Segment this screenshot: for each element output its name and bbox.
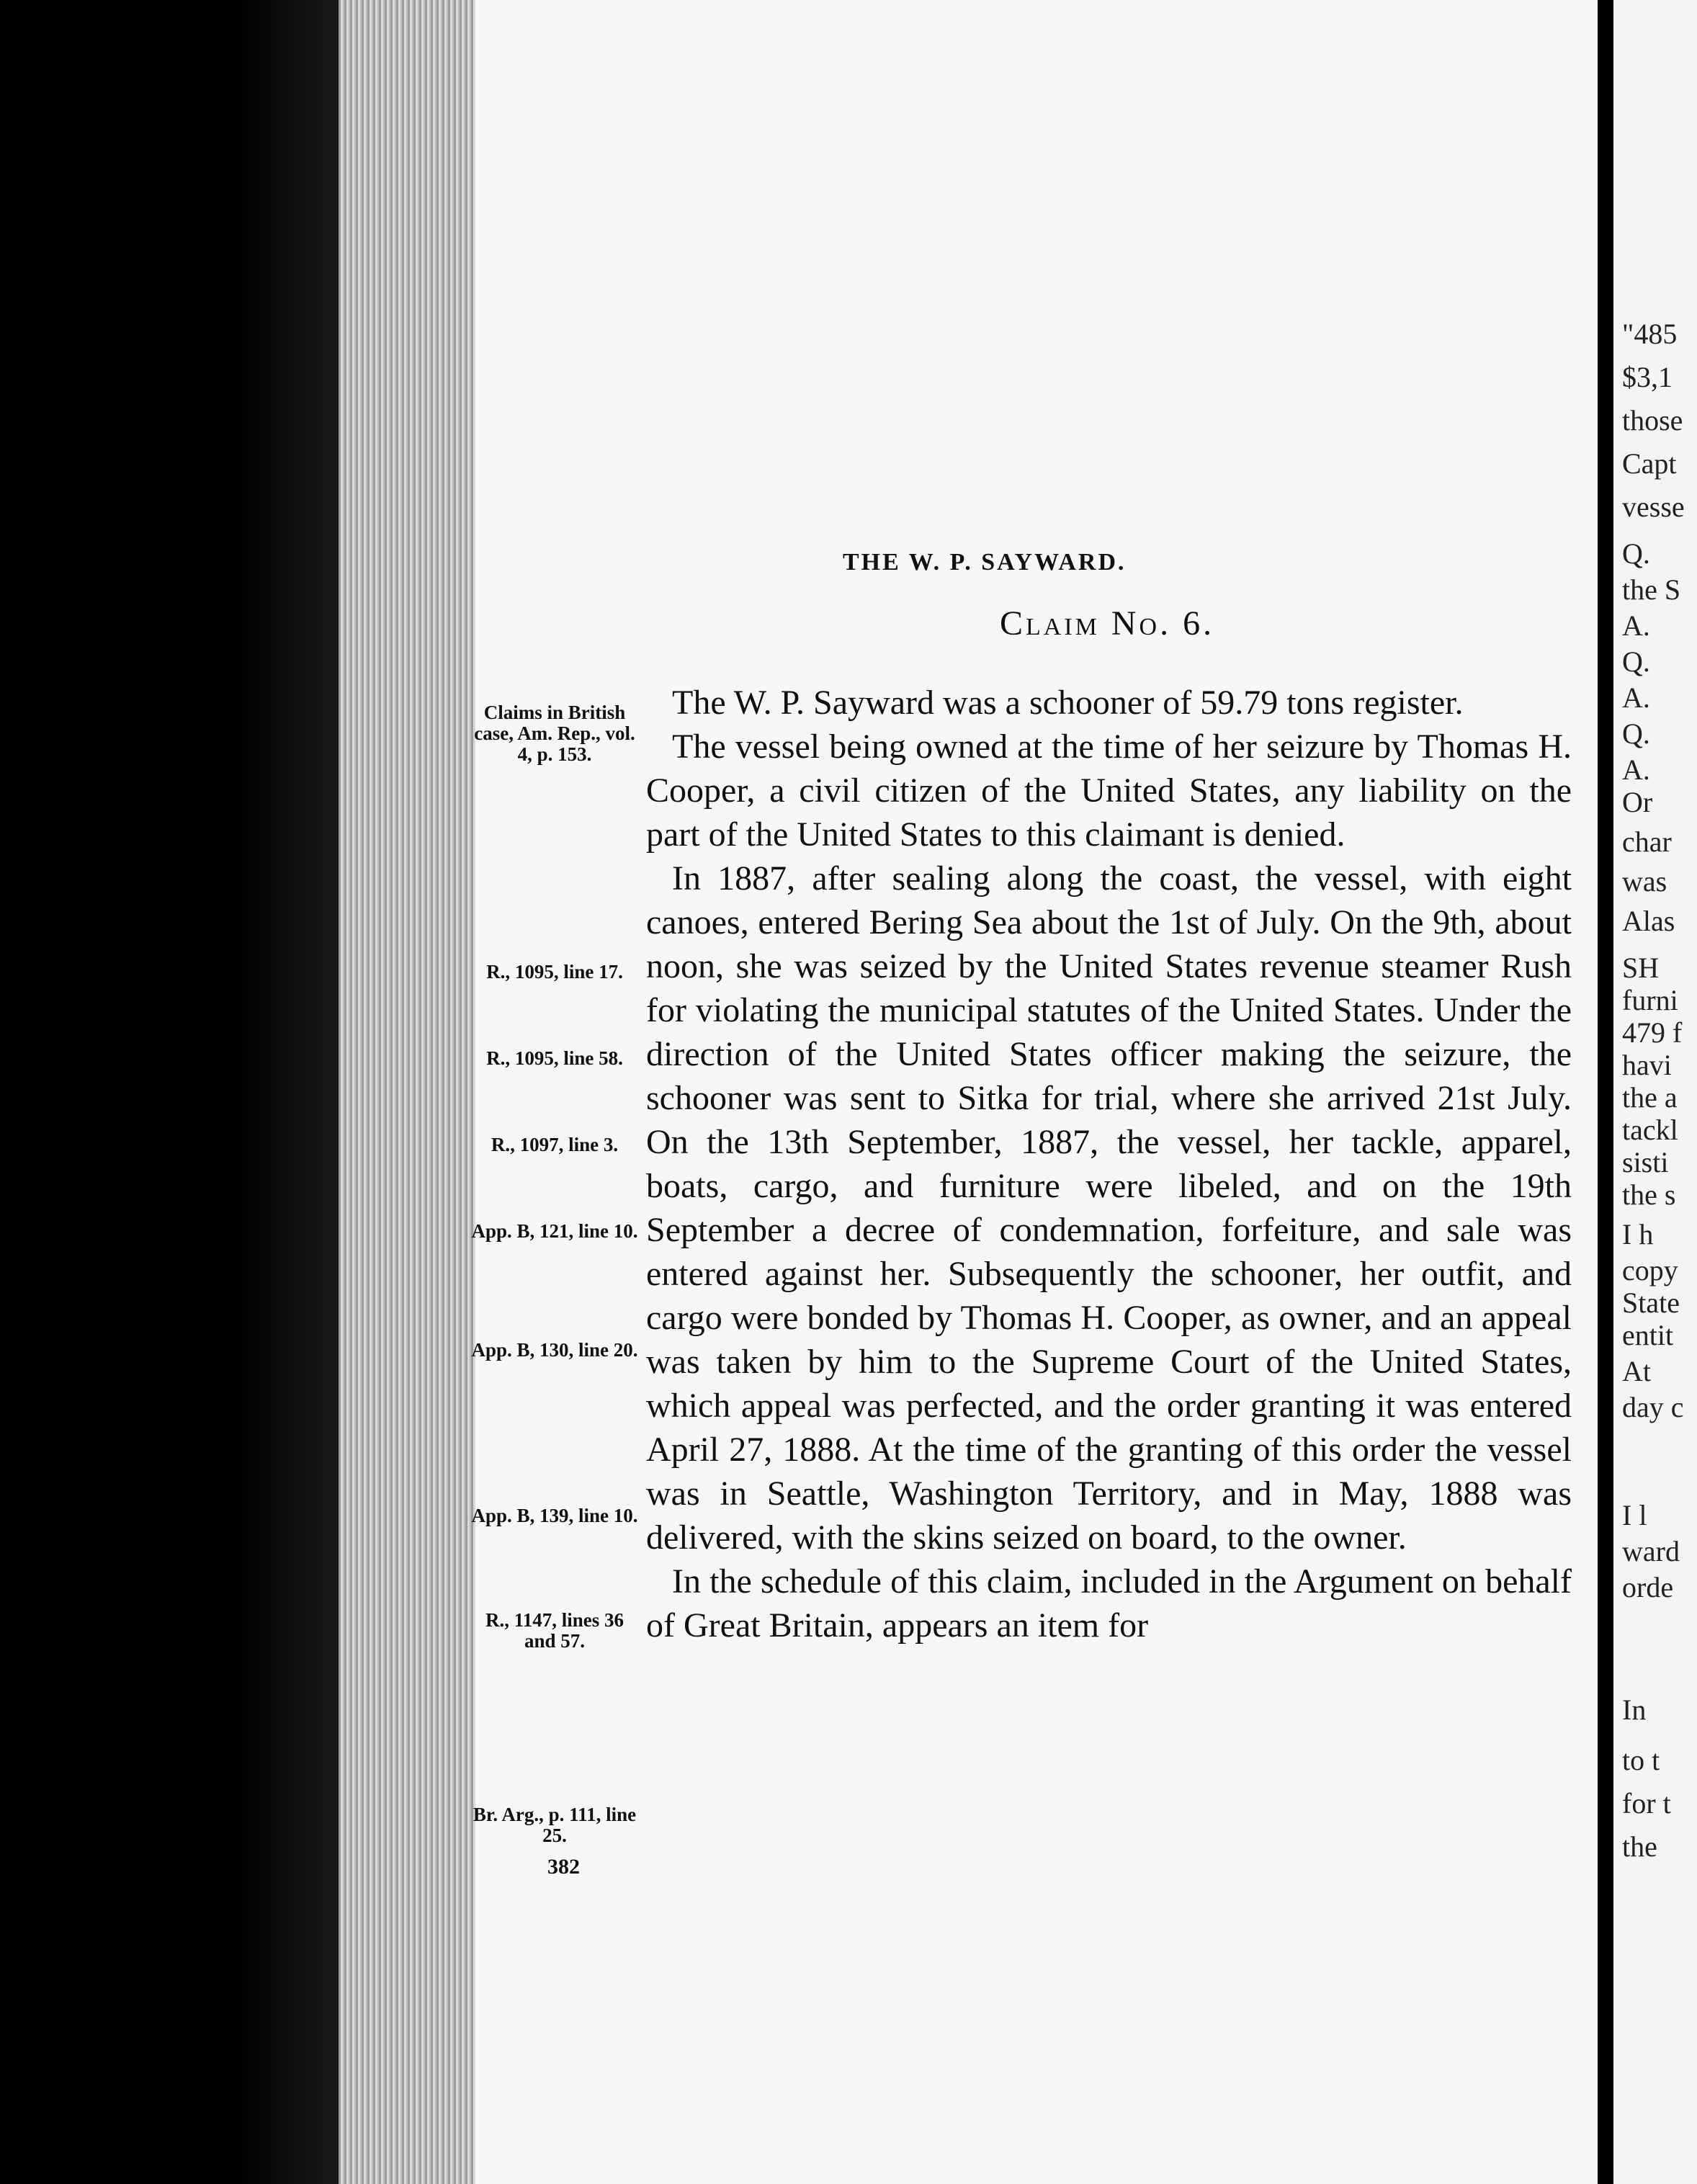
facing-text-line: A. [1622,681,1650,714]
facing-text-line: Alas [1622,905,1675,937]
claim-body [646,681,1572,1647]
facing-text-line: for t [1622,1787,1671,1820]
facing-text-line: Q. [1622,537,1650,570]
book-page-edges [339,0,475,2184]
margin-note: R., 1147, lines 36 and 57. [485,1609,624,1652]
paragraph: The vessel being owned at the time of her seizure by Thomas H. Cooper, a civil citizen of the United States, any liability on the part of the United States to this claimant is denied. [646,728,1572,854]
facing-page-fragment [1613,0,1697,2184]
facing-text-line: I l [1622,1499,1647,1531]
page-number: 382 [547,1855,580,1879]
margin-note: R., 1095, line 58. [486,1047,623,1069]
margin-note: Claims in British case, Am. Rep., vol. 4, p. 153. [474,702,635,765]
facing-text-line: "485 [1622,318,1678,350]
margin-note: App. B, 130, line 20. [471,1339,638,1361]
margin-note: App. B, 139, line 10. [471,1505,638,1526]
margin-note: App. B, 121, line 10. [471,1220,638,1242]
facing-text-line: In [1622,1693,1647,1726]
facing-text-line: Q. [1622,717,1650,750]
facing-text-line: Capt [1622,447,1677,480]
facing-text-line: to t [1622,1744,1660,1776]
facing-text-line: copy [1622,1254,1678,1286]
margin-note: Br. Arg., p. 111, line 25. [473,1804,637,1846]
facing-text-line: State [1622,1286,1680,1319]
scan-dark-margin [0,0,339,2184]
facing-text-line: 479 f [1622,1016,1683,1049]
margin-note: R., 1097, line 3. [491,1134,619,1155]
facing-text-line: SH [1622,952,1660,984]
facing-text-line: the S [1622,573,1681,606]
facing-text-line: vesse [1622,491,1685,523]
facing-text-line: was [1622,865,1667,898]
paragraph: In 1887, after sealing along the coast, the vessel, with eight canoes, entered Bering Sea about the 1st of July. On the 9th, about noon, she was seized by the United States revenue steamer Rush for violating the municipal statutes of the United States. Under the direction of the United States officer making the seizure, the schooner was sent to Sitka for trial, where she arrived 21st July. On the 13th September, 1887, the vessel, her tackle, apparel, boats, cargo, and furniture were libeled, and on the 19th September a decree of condemnation, forfeiture, and sale was entered against her. Subsequently the schooner, her outfit, and cargo were bonded by Thomas H. Cooper, as owner, and an appeal was taken by him to the Supreme Court of the United States, which appeal was perfected, and the order granting it was entered April 27, 1888. At the time of the granting of this order the vessel was in Seattle, Washington Territory, and in May, 1888 was delivered, with the skins seized on board, to the owner. [646,859,1572,1557]
facing-text-line: char [1622,825,1672,858]
facing-text-line: furni [1622,984,1678,1016]
paragraph: In the schedule of this claim, included in the Argument on behalf of Great Britain, appears an item for [646,1562,1572,1644]
facing-text-line: I h [1622,1218,1654,1250]
facing-text-line: orde [1622,1571,1674,1603]
facing-text-line: At [1622,1355,1651,1387]
margin-note: R., 1095, line 17. [486,961,623,983]
facing-text-line: A. [1622,609,1650,642]
facing-text-line: A. [1622,753,1650,786]
page-title: THE W. P. SAYWARD. [843,549,1127,576]
facing-text-line: the s [1622,1178,1676,1211]
facing-text-line: Or [1622,786,1653,818]
facing-text-line: havi [1622,1049,1672,1081]
paragraph: The W. P. Sayward was a schooner of 59.79 tons register. [672,684,1464,722]
facing-text-line: Q. [1622,645,1650,678]
facing-text-line: ward [1622,1535,1680,1567]
facing-text-line: $3,1 [1622,361,1673,393]
facing-text-line: tackl [1622,1114,1678,1146]
facing-text-line: the [1622,1830,1657,1863]
facing-text-line: the a [1622,1081,1678,1114]
facing-text-line: entit [1622,1319,1674,1351]
claim-subtitle: Claim No. 6. [1000,604,1215,643]
facing-text-line: sisti [1622,1146,1669,1178]
facing-text-line: those [1622,404,1683,437]
facing-text-line: day c [1622,1391,1684,1423]
book-gutter [1598,0,1613,2184]
